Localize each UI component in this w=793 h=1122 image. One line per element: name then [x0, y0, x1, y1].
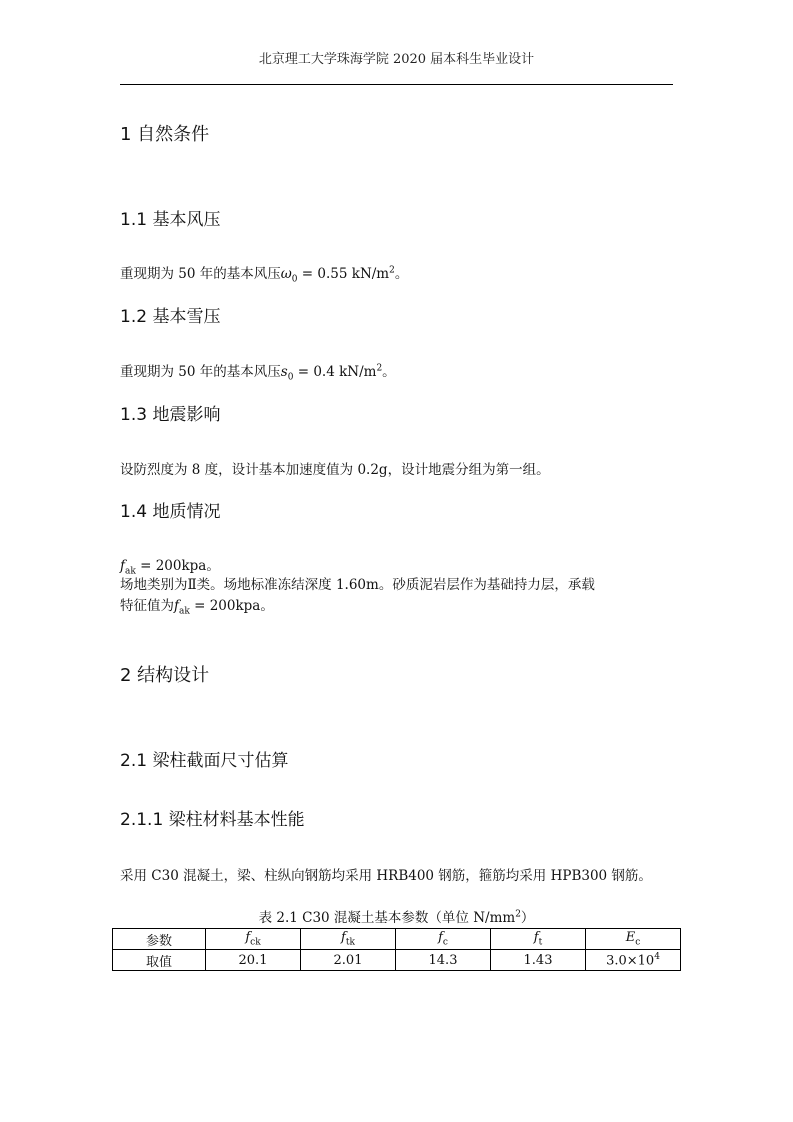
header-ft: $f_t$	[491, 929, 586, 950]
section-1-3-title: 1.3 地震影响	[120, 405, 221, 425]
row-label-params: 参数	[113, 929, 206, 950]
value-ft: 1.43	[491, 950, 586, 971]
section-1-1-title: 1.1 基本风压	[120, 210, 221, 230]
row-label-values: 取值	[113, 950, 206, 971]
section-1-title: 1 自然条件	[120, 124, 210, 145]
section-2-1-1-title: 2.1.1 梁柱材料基本性能	[120, 810, 305, 830]
value-ec: $3.0\times 10^4$	[586, 950, 681, 971]
section-2-title: 2 结构设计	[120, 665, 210, 686]
header-rule	[120, 84, 673, 85]
section-1-4-title: 1.4 地质情况	[120, 502, 221, 522]
section-1-4-paragraph: 场地类别为Ⅱ类。场地标准冻结深度 1.60m。砂质泥岩层作为基础持力层，承载 特征值为$f_{ak} = 200kpa$。	[120, 577, 595, 617]
concrete-params-table	[112, 928, 681, 971]
table-caption: 表 2.1 C30 混凝土基本参数（单位 $N/mm^2$）	[258, 909, 535, 926]
table-row-header	[113, 929, 681, 950]
section-2-1-title: 2.1 梁柱截面尺寸估算	[120, 751, 289, 771]
section-1-2-title: 1.2 基本雪压	[120, 307, 221, 327]
header-fck: $f_{ck}$	[206, 929, 301, 950]
table-row-values	[113, 950, 681, 971]
section-1-1-text: 重现期为 50 年的基本风压$\omega_0 = 0.55$ $kN/m^2$。	[120, 265, 409, 285]
value-ftk: 2.01	[301, 950, 396, 971]
value-fc: 14.3	[396, 950, 491, 971]
section-1-2-text: 重现期为 50 年的基本风压$s_0 = 0.4$ $kN/m^2$。	[120, 363, 396, 383]
header-fc: $f_c$	[396, 929, 491, 950]
value-fck: 20.1	[206, 950, 301, 971]
header-ec: $E_c$	[586, 929, 681, 950]
header-ftk: $f_{tk}$	[301, 929, 396, 950]
section-1-4-fak: $f_{ak} = 200kpa$。	[120, 558, 220, 577]
page-header: 北京理工大学珠海学院 2020 届本科生毕业设计	[258, 52, 535, 67]
section-2-1-1-text: 采用 C30 混凝土，梁、柱纵向钢筋均采用 HRB400 钢筋，箍筋均采用 HPB300 钢筋。	[120, 868, 652, 884]
section-1-3-text: 设防烈度为 8 度，设计基本加速度值为 0.2g，设计地震分组为第一组。	[120, 462, 550, 478]
